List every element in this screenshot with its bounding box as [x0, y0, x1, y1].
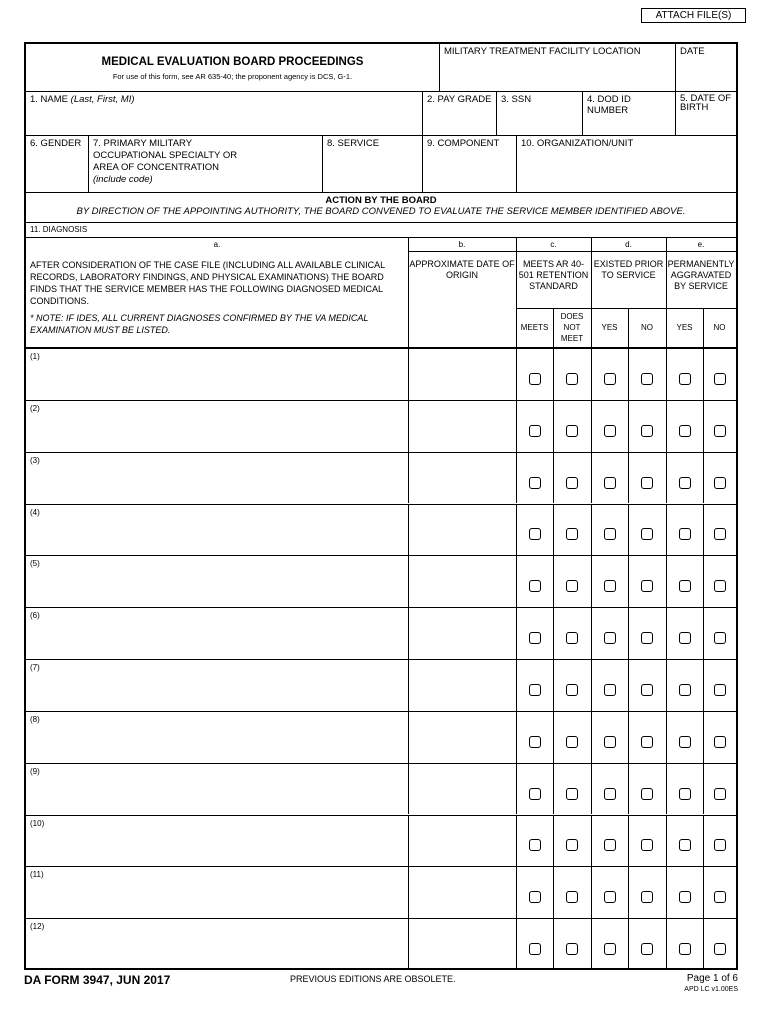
col-e-letter: e.: [697, 240, 705, 249]
col-e-text: PERMANENTLY AGGRAVATED BY SERVICE: [667, 259, 735, 291]
aggravated-yes-checkbox[interactable]: [679, 425, 691, 437]
epts-yes-checkbox[interactable]: [604, 580, 616, 592]
component-label: 9. COMPONENT: [427, 138, 500, 149]
diagnosis-row: [26, 711, 736, 763]
diagnosis-condition-field[interactable]: [26, 556, 408, 607]
name-hint: (Last, First, MI): [70, 94, 135, 105]
diagnosis-row: [26, 659, 736, 711]
date-of-origin-field[interactable]: [409, 660, 516, 711]
col-d-text: EXISTED PRIOR TO SERVICE: [593, 259, 664, 280]
date-of-origin-field[interactable]: [409, 401, 516, 452]
d-no-label: NO: [641, 323, 653, 332]
meets-checkbox[interactable]: [529, 632, 541, 644]
organization-field[interactable]: [516, 136, 736, 192]
aggravated-yes-checkbox[interactable]: [679, 477, 691, 489]
aggravated-no-checkbox[interactable]: [714, 373, 726, 385]
epts-yes-checkbox[interactable]: [604, 684, 616, 696]
epts-yes-checkbox[interactable]: [604, 477, 616, 489]
mtf-location-field[interactable]: [439, 44, 675, 91]
aggravated-no-checkbox[interactable]: [714, 839, 726, 851]
diagnosis-row-number: (7): [30, 663, 40, 672]
diagnosis-row-number: (4): [30, 507, 40, 517]
aggravated-no-checkbox[interactable]: [714, 477, 726, 489]
col-c-text: MEETS AR 40-501 RETENTION STANDARD: [518, 259, 589, 291]
diagnosis-row: [26, 555, 736, 607]
version-label: APD LC v1.00ES: [684, 986, 738, 993]
diagnosis-label-row: [26, 223, 736, 238]
form-title: MEDICAL EVALUATION BOARD PROCEEDINGS: [101, 56, 364, 68]
epts-no-checkbox[interactable]: [641, 684, 653, 696]
component-field[interactable]: [422, 136, 516, 192]
dob-field[interactable]: [675, 92, 736, 135]
aggravated-yes-checkbox[interactable]: [679, 943, 691, 955]
date-of-origin-field[interactable]: [409, 867, 516, 918]
epts-no-checkbox[interactable]: [641, 632, 653, 644]
diagnosis-condition-field[interactable]: [26, 660, 408, 711]
mos-hint: (include code): [93, 174, 153, 185]
gender-field[interactable]: [26, 136, 88, 192]
mos-label-1: 7. PRIMARY MILITARY: [93, 138, 193, 149]
aggravated-no-checkbox[interactable]: [714, 788, 726, 800]
epts-yes-checkbox[interactable]: [604, 839, 616, 851]
diagnosis-row-number: (11): [30, 870, 44, 880]
date-of-origin-field[interactable]: [409, 556, 516, 607]
diagnosis-row-number: (9): [30, 766, 40, 776]
not-meet-checkbox[interactable]: [566, 528, 578, 540]
date-field[interactable]: [675, 44, 736, 91]
meets-checkbox[interactable]: [529, 528, 541, 540]
d-yes-label: YES: [601, 323, 618, 332]
col-a-note: * NOTE: IF IDES, ALL CURRENT DIAGNOSES CONFIRMED BY THE VA MEDICAL EXAMINATION MUST BE LISTED.: [30, 313, 369, 335]
date-label: DATE: [680, 46, 705, 57]
name-label: 1. NAME: [30, 94, 71, 105]
date-of-origin-field[interactable]: [409, 505, 516, 556]
diagnosis-row-number: (12): [30, 922, 45, 932]
epts-no-checkbox[interactable]: [641, 788, 653, 800]
epts-yes-checkbox[interactable]: [604, 891, 616, 903]
diagnosis-row: [26, 607, 736, 659]
epts-no-checkbox[interactable]: [641, 425, 653, 437]
aggravated-no-checkbox[interactable]: [714, 943, 726, 955]
not-meet-checkbox[interactable]: [566, 477, 578, 489]
meets-checkbox[interactable]: [529, 477, 541, 489]
ssn-label: 3. SSN: [501, 94, 532, 105]
organization-label: 10. ORGANIZATION/UNIT: [521, 138, 634, 149]
diagnosis-row: [26, 504, 736, 556]
aggravated-yes-checkbox[interactable]: [679, 736, 691, 748]
diagnosis-condition-field[interactable]: [26, 453, 408, 504]
not-meet-checkbox[interactable]: [566, 736, 578, 748]
col-b-letter: b.: [458, 240, 466, 249]
epts-yes-checkbox[interactable]: [604, 788, 616, 800]
editions-note: PREVIOUS EDITIONS ARE OBSOLETE.: [290, 974, 456, 984]
form-subtitle: For use of this form, see AR 635-40; the proponent agency is DCS, G-1.: [112, 72, 353, 81]
diagnosis-condition-field[interactable]: [26, 349, 408, 400]
diagnosis-row: [26, 763, 736, 815]
date-of-origin-field[interactable]: [409, 608, 516, 659]
diagnosis-row: [26, 815, 736, 867]
date-of-origin-field[interactable]: [409, 919, 516, 970]
service-row: [26, 136, 736, 193]
aggravated-no-checkbox[interactable]: [714, 736, 726, 748]
not-meet-checkbox[interactable]: [566, 580, 578, 592]
meets-checkbox[interactable]: [529, 580, 541, 592]
dod-id-field[interactable]: [582, 92, 675, 135]
mos-label-2: OCCUPATIONAL SPECIALTY OR: [93, 150, 238, 161]
aggravated-no-checkbox[interactable]: [714, 632, 726, 644]
diagnosis-row-number: (3): [30, 455, 40, 465]
diagnosis-row-number: (6): [30, 611, 40, 621]
aggravated-yes-checkbox[interactable]: [679, 528, 691, 540]
diagnosis-row-number: (2): [30, 403, 40, 413]
service-field[interactable]: [322, 136, 422, 192]
epts-no-checkbox[interactable]: [641, 891, 653, 903]
identity-row: [26, 92, 736, 136]
action-text: BY DIRECTION OF THE APPOINTING AUTHORITY, THE BOARD CONVENED TO EVALUATE THE SERVICE MEMBER IDENTIFIED ABOVE.: [76, 206, 686, 217]
aggravated-yes-checkbox[interactable]: [679, 632, 691, 644]
diagnosis-condition-field[interactable]: [26, 505, 408, 556]
epts-yes-checkbox[interactable]: [604, 632, 616, 644]
col-a-text: AFTER CONSIDERATION OF THE CASE FILE (INCLUDING ALL AVAILABLE CLINICAL RECORDS, LABORATORY FINDINGS, AND PHYSICAL EXAMINATIONS) THE BOARD FINDS THAT THE SERVICE MEMBER HAS THE FOLLOWING DIAGNOSED MEDICAL CONDITIONS.: [30, 260, 385, 306]
form-id: DA FORM 3947, JUN 2017: [24, 973, 171, 987]
not-meet-checkbox[interactable]: [566, 684, 578, 696]
epts-yes-checkbox[interactable]: [604, 736, 616, 748]
not-meet-checkbox[interactable]: [566, 891, 578, 903]
aggravated-yes-checkbox[interactable]: [679, 580, 691, 592]
diagnosis-row: [26, 918, 736, 970]
aggravated-no-checkbox[interactable]: [714, 528, 726, 540]
diagnosis-condition-field[interactable]: [26, 867, 408, 918]
meets-checkbox[interactable]: [529, 788, 541, 800]
epts-no-checkbox[interactable]: [641, 736, 653, 748]
epts-no-checkbox[interactable]: [641, 580, 653, 592]
aggravated-yes-checkbox[interactable]: [679, 788, 691, 800]
not-meet-checkbox[interactable]: [566, 788, 578, 800]
action-row: [26, 193, 736, 223]
col-a-letter: a.: [213, 240, 221, 249]
aggravated-no-checkbox[interactable]: [714, 580, 726, 592]
epts-no-checkbox[interactable]: [641, 373, 653, 385]
epts-no-checkbox[interactable]: [641, 477, 653, 489]
meets-checkbox[interactable]: [529, 736, 541, 748]
meets-checkbox[interactable]: [529, 839, 541, 851]
diagnosis-condition-field[interactable]: [26, 608, 408, 659]
date-of-origin-field[interactable]: [409, 764, 516, 815]
diagnosis-condition-field[interactable]: [26, 919, 408, 970]
diagnosis-row: [26, 866, 736, 918]
diagnosis-rows: [26, 348, 736, 970]
name-field[interactable]: [26, 92, 422, 135]
diagnosis-row-number: (10): [30, 818, 45, 828]
not-meet-checkbox[interactable]: [566, 632, 578, 644]
aggravated-yes-checkbox[interactable]: [679, 839, 691, 851]
c-meets-label: MEETS: [520, 323, 549, 332]
epts-no-checkbox[interactable]: [641, 943, 653, 955]
meets-checkbox[interactable]: [529, 373, 541, 385]
aggravated-yes-checkbox[interactable]: [679, 684, 691, 696]
page-number: Page 1 of 6: [686, 973, 738, 984]
e-no-label: NO: [713, 323, 726, 332]
aggravated-yes-checkbox[interactable]: [679, 373, 691, 385]
epts-yes-checkbox[interactable]: [604, 425, 616, 437]
epts-yes-checkbox[interactable]: [604, 528, 616, 540]
aggravated-no-checkbox[interactable]: [714, 425, 726, 437]
diagnosis-condition-field[interactable]: [26, 764, 408, 815]
diagnosis-row-number: (5): [30, 559, 40, 569]
meets-checkbox[interactable]: [529, 684, 541, 696]
diagnosis-condition-field[interactable]: [26, 401, 408, 452]
pay-grade-field[interactable]: [422, 92, 496, 135]
aggravated-no-checkbox[interactable]: [714, 684, 726, 696]
not-meet-checkbox[interactable]: [566, 943, 578, 955]
col-b-text: APPROXIMATE DATE OF ORIGIN: [409, 259, 515, 280]
diagnosis-row-number: (1): [30, 352, 40, 361]
e-yes-label: YES: [676, 323, 693, 332]
dod-id-label: 4. DOD ID NUMBER: [587, 94, 631, 116]
col-d-letter: d.: [625, 240, 632, 249]
diagnosis-header: [26, 238, 736, 348]
attach-files-button[interactable]: ATTACH FILE(S): [641, 8, 746, 23]
epts-no-checkbox[interactable]: [641, 839, 653, 851]
col-c-letter: c.: [550, 240, 557, 249]
epts-yes-checkbox[interactable]: [604, 373, 616, 385]
action-title: ACTION BY THE BOARD: [325, 195, 437, 206]
aggravated-no-checkbox[interactable]: [714, 891, 726, 903]
diagnosis-row: [26, 400, 736, 452]
gender-label: 6. GENDER: [30, 138, 82, 149]
dob-label: 5. DATE OF BIRTH: [680, 93, 732, 113]
date-of-origin-field[interactable]: [409, 712, 516, 763]
not-meet-checkbox[interactable]: [566, 373, 578, 385]
meets-checkbox[interactable]: [529, 891, 541, 903]
mos-label-3: AREA OF CONCENTRATION: [93, 162, 219, 173]
not-meet-checkbox[interactable]: [566, 425, 578, 437]
mtf-location-label: MILITARY TREATMENT FACILITY LOCATION: [444, 46, 641, 57]
meets-checkbox[interactable]: [529, 425, 541, 437]
date-of-origin-field[interactable]: [409, 816, 516, 867]
form-body: [24, 42, 738, 970]
meets-checkbox[interactable]: [529, 943, 541, 955]
mos-field[interactable]: [88, 136, 322, 192]
date-of-origin-field[interactable]: [409, 453, 516, 504]
date-of-origin-field[interactable]: [409, 349, 516, 400]
epts-no-checkbox[interactable]: [641, 528, 653, 540]
c-not-meet-label: DOES NOT MEET: [560, 312, 584, 343]
diagnosis-row: [26, 452, 736, 504]
epts-yes-checkbox[interactable]: [604, 943, 616, 955]
diagnosis-row-number: (8): [30, 714, 40, 724]
diagnosis-condition-field[interactable]: [26, 816, 408, 867]
service-label: 8. SERVICE: [327, 138, 380, 149]
not-meet-checkbox[interactable]: [566, 839, 578, 851]
diagnosis-row: [26, 348, 736, 400]
header-row: [26, 44, 736, 92]
diagnosis-condition-field[interactable]: [26, 712, 408, 763]
pay-grade-label: 2. PAY GRADE: [427, 94, 492, 105]
aggravated-yes-checkbox[interactable]: [679, 891, 691, 903]
diagnosis-label: 11. DIAGNOSIS: [30, 225, 88, 234]
ssn-field[interactable]: [496, 92, 582, 135]
